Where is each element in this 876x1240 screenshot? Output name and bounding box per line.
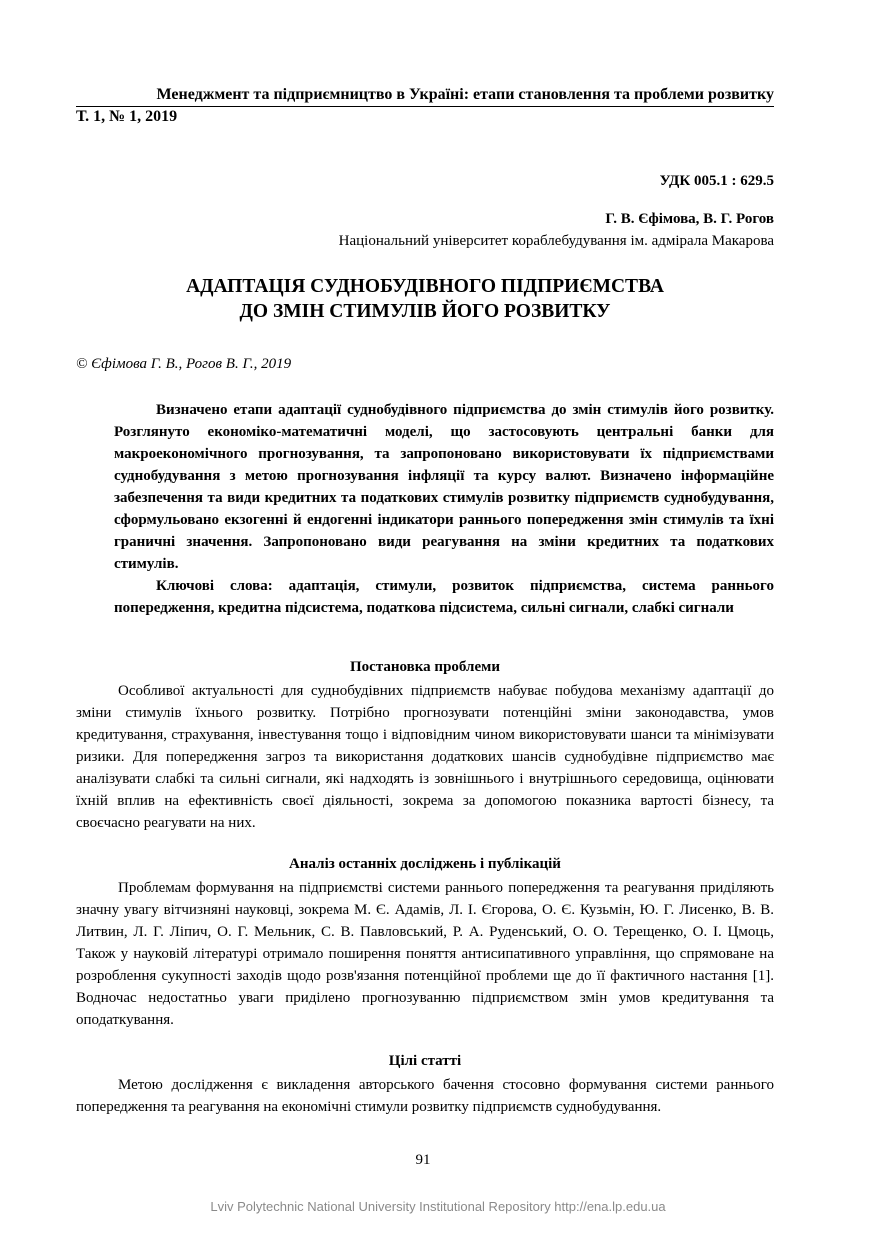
paragraph: Метою дослідження є викладення авторського бачення стосовно формування системи раннього попередження та реагування на економічні стимули розвитку підприємств суднобудування. [76,1077,774,1115]
section-heading-goals: Цілі статті [388,1053,462,1069]
repository-footer: Lviv Polytechnic National University Institutional Repository http://ena.lp.edu.ua [210,1199,666,1214]
affiliation: Національний університет кораблебудування ім. адмірала Макарова [338,233,774,249]
udk-code: УДК 005.1 : 629.5 [659,173,774,189]
keywords: Ключові слова: адаптація, стимули, розвиток підприємства, система раннього попередження, кредитна підсистема, податкова підсистема, сильні сигнали, слабкі сигнали [114,578,774,616]
journal-title: Менеджмент та підприємництво в Україні: етапи становлення та проблеми розвитку [76,85,774,107]
journal-volume: Т. 1, № 1, 2019 [76,108,178,125]
paragraph: Особливої актуальності для суднобудівних підприємств набуває побудова механізму адаптації до зміни стимулів їхнього розвитку. Потрібно прогнозувати потенційні зміни законодавства, умов кредитування, страхування, інвестування тощо і відповідним чином використовувати шанси та мінімізувати ризики. Для попередження загроз та використання додаткових шансів суднобудівне підприємство має аналізувати слабкі та сильні сигнали, які надходять із зовнішнього і внутрішнього середовища, оцінювати їхній вплив на ефективність своєї діяльності, зокрема за допомогою показника вартості бізнесу, та своєчасно реагувати на них. [76,683,774,831]
section-heading-problem: Постановка проблеми [350,659,500,675]
authors: Г. В. Єфімова, В. Г. Рогов [605,211,774,227]
abstract-text: Визначено етапи адаптації суднобудівного підприємства до змін стимулів його розвитку. Розглянуто економіко-математичні моделі, що застосовують центральні банки для макроекономічного прогнозування, та запропоновано використовувати їх підприємствами суднобудування з метою прогнозування інфляції та курсу валют. Визначено інформаційне забезпечення та види кредитних та податкових стимулів розвитку підприємств суднобудування, сформульовано екзогенні й ендогенні індикатори раннього попередження змін стимулів та їхні граничні значення. Запропоновано види реагування на зміни кредитних та податкових стимулів. [114,402,774,572]
section-text-analysis [76,877,774,1031]
section-text-goals [76,1074,774,1118]
title-line-1: АДАПТАЦІЯ СУДНОБУДІВНОГО ПІДПРИЄМСТВА [186,276,664,297]
page-number: 91 [415,1152,431,1168]
copyright: © Єфімова Г. В., Рогов В. Г., 2019 [76,356,292,372]
abstract [114,399,774,619]
article-title [76,274,774,324]
paragraph: Проблемам формування на підприємстві системи раннього попередження та реагування приділяють значну увагу вітчизняні науковці, зокрема М. Є. Адамів, Л. І. Єгорова, О. Є. Кузьмін, Ю. Г. Лисенко, В. В. Литвин, Л. Г. Ліпич, О. Г. Мельник, С. В. Павловський, Р. А. Руденський, О. О. Терещенко, О. І. Цмоць, Також у науковій літературі отримало поширення поняття антисипативного управління, що спрямоване на розроблення сукупності заходів щодо розв'язання потенційної проблеми ще до її фактичного настання [1]. Водночас недостатньо уваги приділено прогнозуванню підприємством змін умов кредитування та оподаткування. [76,880,774,1028]
title-line-2: ДО ЗМІН СТИМУЛІВ ЙОГО РОЗВИТКУ [239,301,611,322]
section-text-problem [76,680,774,834]
section-heading-analysis: Аналіз останніх досліджень і публікацій [289,856,561,872]
